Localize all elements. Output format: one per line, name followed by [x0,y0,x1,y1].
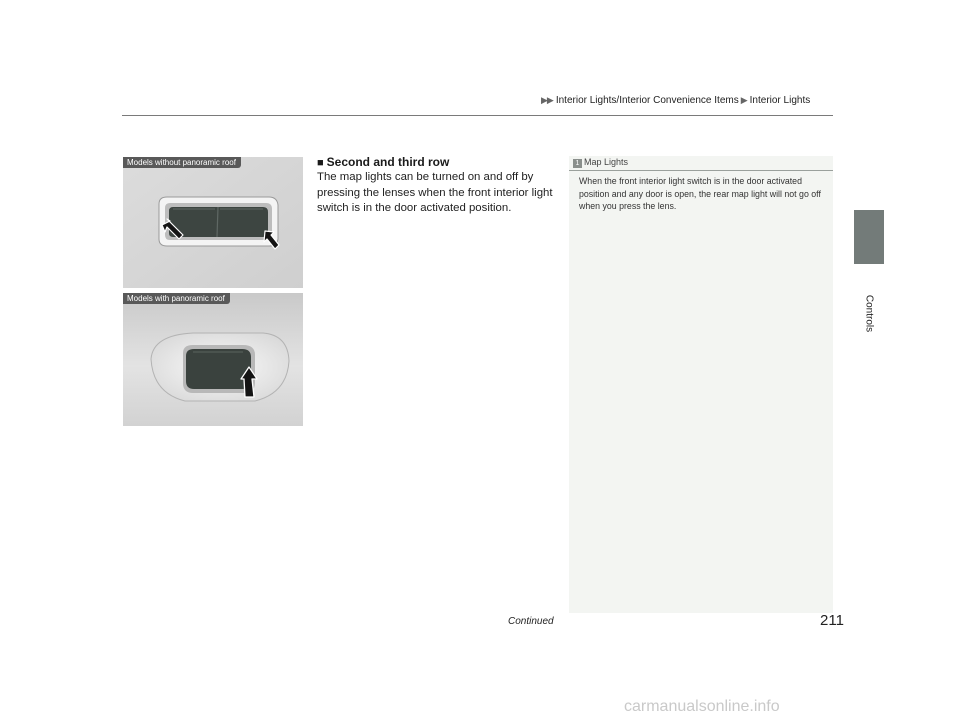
breadcrumb [541,95,810,106]
header-divider [122,115,833,116]
figure-without-panoramic-roof [123,157,303,288]
section-title: Second and third row [326,155,450,169]
chapter-tab [854,210,884,264]
chapter-tab-label: Controls [863,294,875,333]
note-title: Map Lights [584,157,629,167]
note-text: When the front interior light switch is in the door activated position and any door is open, the rear map light will not go off when you press the lens. [579,176,821,211]
page-number: 211 [820,612,844,629]
note-divider [569,170,833,171]
section-bullet-icon: ■ [317,157,324,169]
map-light-illustration [123,157,303,288]
breadcrumb-parent: Interior Lights/Interior Convenience Items [555,95,739,106]
section-body: The map lights can be turned on and off by pressing the lenses when the front interior light switch is in the door activated position. [317,171,553,214]
note-badge-icon: 1 [573,159,582,168]
section-heading [317,155,449,169]
figure-with-panoramic-roof [123,293,303,426]
note-panel [569,156,833,613]
note-heading [573,157,628,168]
continued-label: Continued [508,616,554,627]
breadcrumb-arrows-icon: ▶▶ [541,95,553,105]
breadcrumb-separator-icon: ▶ [740,95,748,105]
figure-tag: Models without panoramic roof [123,157,241,168]
watermark: carmanualsonline.info [624,698,780,715]
figure-tag: Models with panoramic roof [123,293,230,304]
breadcrumb-current: Interior Lights [749,95,811,106]
map-light-illustration [123,293,303,426]
